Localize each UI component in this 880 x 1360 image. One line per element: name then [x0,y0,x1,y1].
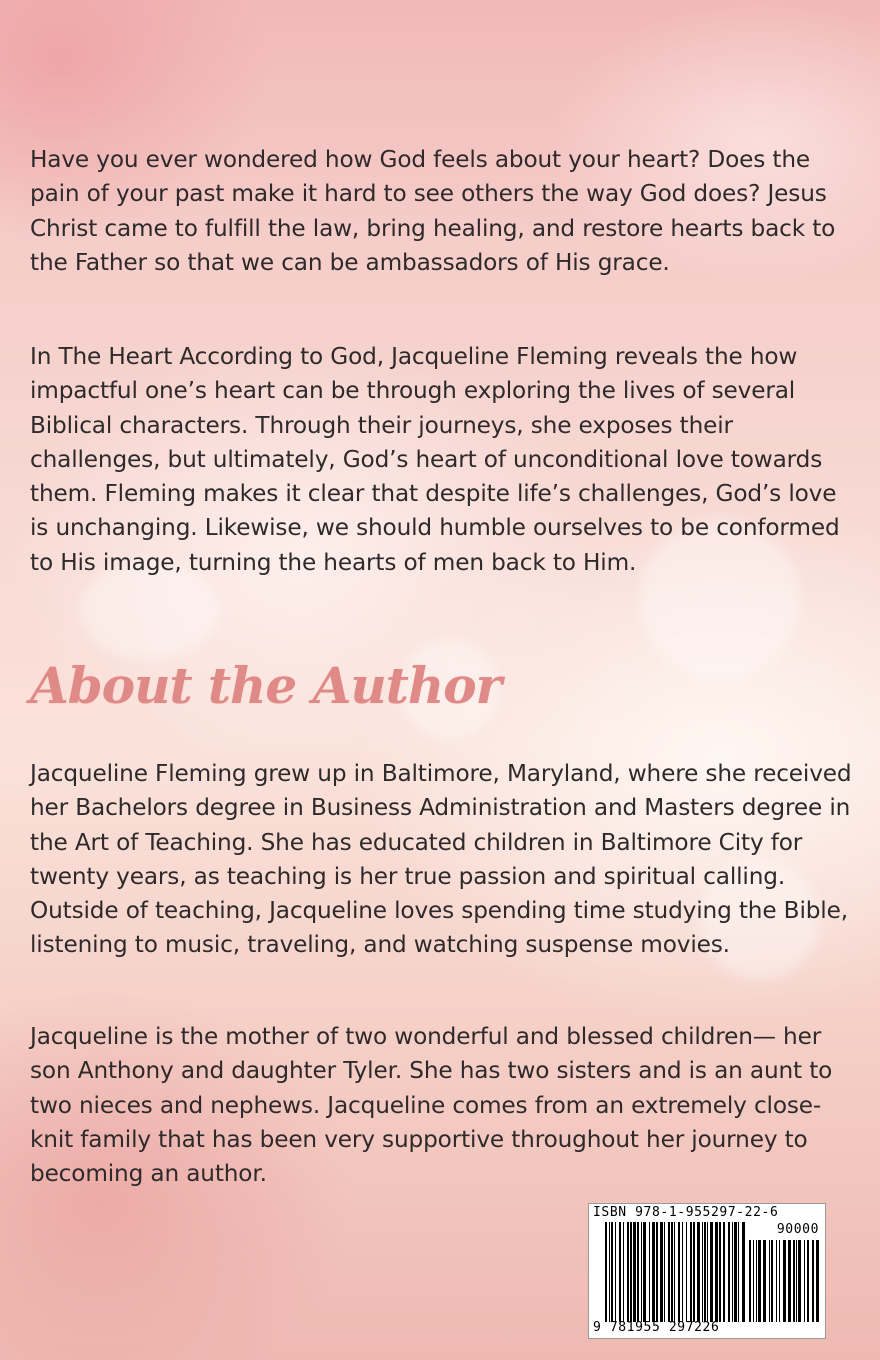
ean-digits: 9 781955 297226 [593,1320,720,1335]
author-bio-paragraph-2: Jacqueline is the mother of two wonderful and blessed children— her son Anthony and daughter Tyler. She has two sisters and is an aunt to two nieces and nephews. Jacqueline comes from an extremely close-knit family that has been very supportive throughout her journey to becoming an author. [30,1023,833,1188]
isbn-label: ISBN 978-1-955297-22-6 [593,1205,779,1220]
about-author-heading: About the Author [30,656,501,715]
price-code: 90000 [776,1222,819,1237]
addon-barcode-bars [749,1240,819,1322]
description-paragraph-1: Have you ever wondered how God feels about your heart? Does the pain of your past make it hard to see others the way God does? Jesus Christ came to fulfill the law, bring healing, and restore hearts back to the Father so that we can be ambassadors of His grace. [30,146,836,276]
ean-barcode-bars [605,1222,745,1322]
author-bio-paragraph-1: Jacqueline Fleming grew up in Baltimore, Maryland, where she received her Bachelors degree in Business Administration and Masters degree in the Art of Teaching. She has educated children in Baltimore City for twenty years, as teaching is her true passion and spiritual calling. Outside of teaching, Jacqueline loves spending time studying the Bible, listening to music, traveling, and watching suspense movies. [30,760,852,959]
isbn-barcode [588,1203,826,1339]
description-paragraph-2: In The Heart According to God, Jacqueline Fleming reveals the how impactful one’s heart can be through exploring the lives of several Biblical characters. Through their journeys, she exposes their challenges, but ultimately, God’s heart of unconditional love towards them. Fleming makes it clear that despite life’s challenges, God’s love is unchanging. Likewise, we should humble ourselves to be conformed to His image, turning the hearts of men back to Him. [30,343,840,576]
